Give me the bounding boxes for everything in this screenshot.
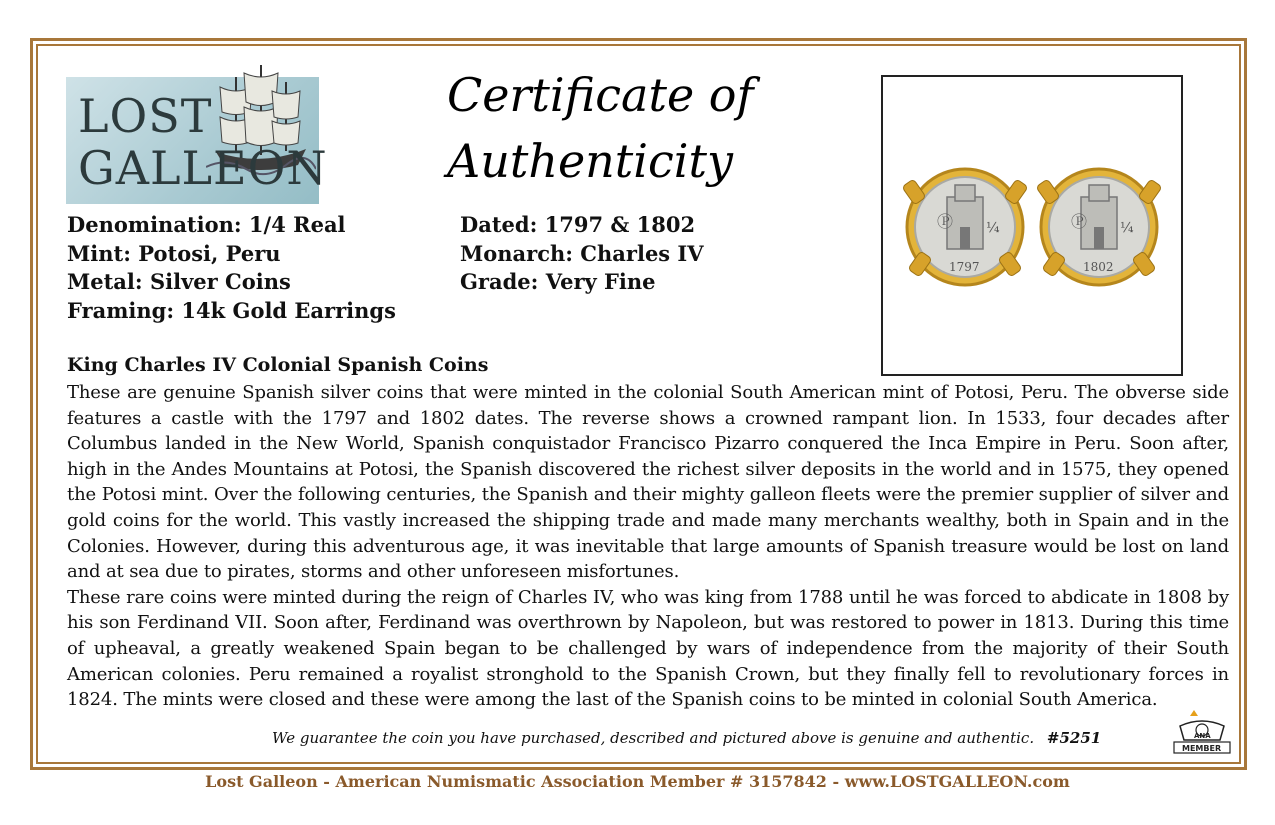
title-line-1: Certificate of bbox=[447, 68, 754, 122]
svg-text:¼: ¼ bbox=[1120, 220, 1134, 236]
coin-date-left: 1797 bbox=[949, 260, 980, 274]
certificate-title bbox=[447, 62, 787, 194]
lost-galleon-logo bbox=[66, 77, 328, 204]
svg-text:Ⓟ: Ⓟ bbox=[1071, 212, 1088, 231]
field-dated: Dated: 1797 & 1802 bbox=[460, 212, 696, 237]
coin-details-right bbox=[460, 211, 704, 297]
guarantee-text: We guarantee the coin you have purchased, described and pictured above is genuine and authentic. bbox=[272, 729, 1035, 747]
coin-earring-left bbox=[902, 169, 1028, 285]
svg-text:Ⓟ: Ⓟ bbox=[937, 212, 954, 231]
coin-details-left bbox=[67, 211, 396, 325]
field-monarch: Monarch: Charles IV bbox=[460, 240, 704, 266]
title-line-2: Authenticity bbox=[447, 134, 733, 188]
section-heading: King Charles IV Colonial Spanish Coins bbox=[67, 354, 489, 376]
footer-line: Lost Galleon - American Numismatic Association Member # 3157842 - www.LOSTGALLEON.com bbox=[205, 772, 1070, 791]
field-mint: Mint: Potosi, Peru bbox=[67, 240, 281, 266]
coin-date-right: 1802 bbox=[1083, 260, 1114, 274]
logo-text-lost: LOST bbox=[78, 89, 213, 143]
svg-text:¼: ¼ bbox=[986, 220, 1000, 236]
field-framing: Framing: 14k Gold Earrings bbox=[67, 297, 396, 323]
ana-badge-label: ANA bbox=[1194, 732, 1211, 740]
coin-photo bbox=[881, 75, 1183, 376]
description-paragraph-1: These are genuine Spanish silver coins that were minted in the colonial South American mint of Potosi, Peru. The obverse side features a castle with the 1797 and 1802 dates. The reverse shows a crowned rampant lion. In 1533, four decades after Columbus landed in the New World, Spanish conquistador Francisco Pizarro conquered the Inca Empire in Peru. Soon after, high in the Andes Mountains at Potosi, the Spanish discovered the richest silver deposits in the world and in 1575, they opened the Potosi mint. Over the following centuries, the Spanish and their mighty galleon fleets were the premier supplier of silver and gold coins for the world. This vastly increased the shipping trade and made many merchants wealthy, both in Spain and in the Colonies. However, during this adventurous age, it was inevitable that large amounts of Spanish treasure would be lost on land and at sea due to pirates, storms and other unforeseen misfortunes. bbox=[67, 382, 1229, 583]
logo-text-galleon: GALLEON bbox=[78, 141, 328, 195]
description-paragraph-2: These rare coins were minted during the reign of Charles IV, who was king from 1788 until he was forced to abdicate in 1808 by his son Ferdinand VII. Soon after, Ferdinand was overthrown by Napoleon, but was restored to power in 1813. During this time of upheaval, a greatly weakened Spain began to be challenged by wars of independence from the majority of their South American colonies. Peru remained a royalist stronghold to the Spanish Crown, but they finally fell to revolutionary forces in 1824. The mints were closed and these were among the last of the Spanish coins to be minted in colonial South America. bbox=[67, 586, 1229, 711]
ana-member-badge-icon bbox=[1168, 710, 1236, 756]
coin-earring-right bbox=[1036, 169, 1162, 285]
certificate-number: #5251 bbox=[1046, 729, 1102, 747]
field-denomination: Denomination: 1/4 Real bbox=[67, 212, 346, 237]
field-metal: Metal: Silver Coins bbox=[67, 269, 291, 294]
description-body bbox=[67, 380, 1229, 713]
guarantee-statement bbox=[272, 729, 1101, 747]
field-grade: Grade: Very Fine bbox=[460, 269, 656, 294]
member-badge-label: MEMBER bbox=[1182, 744, 1222, 753]
